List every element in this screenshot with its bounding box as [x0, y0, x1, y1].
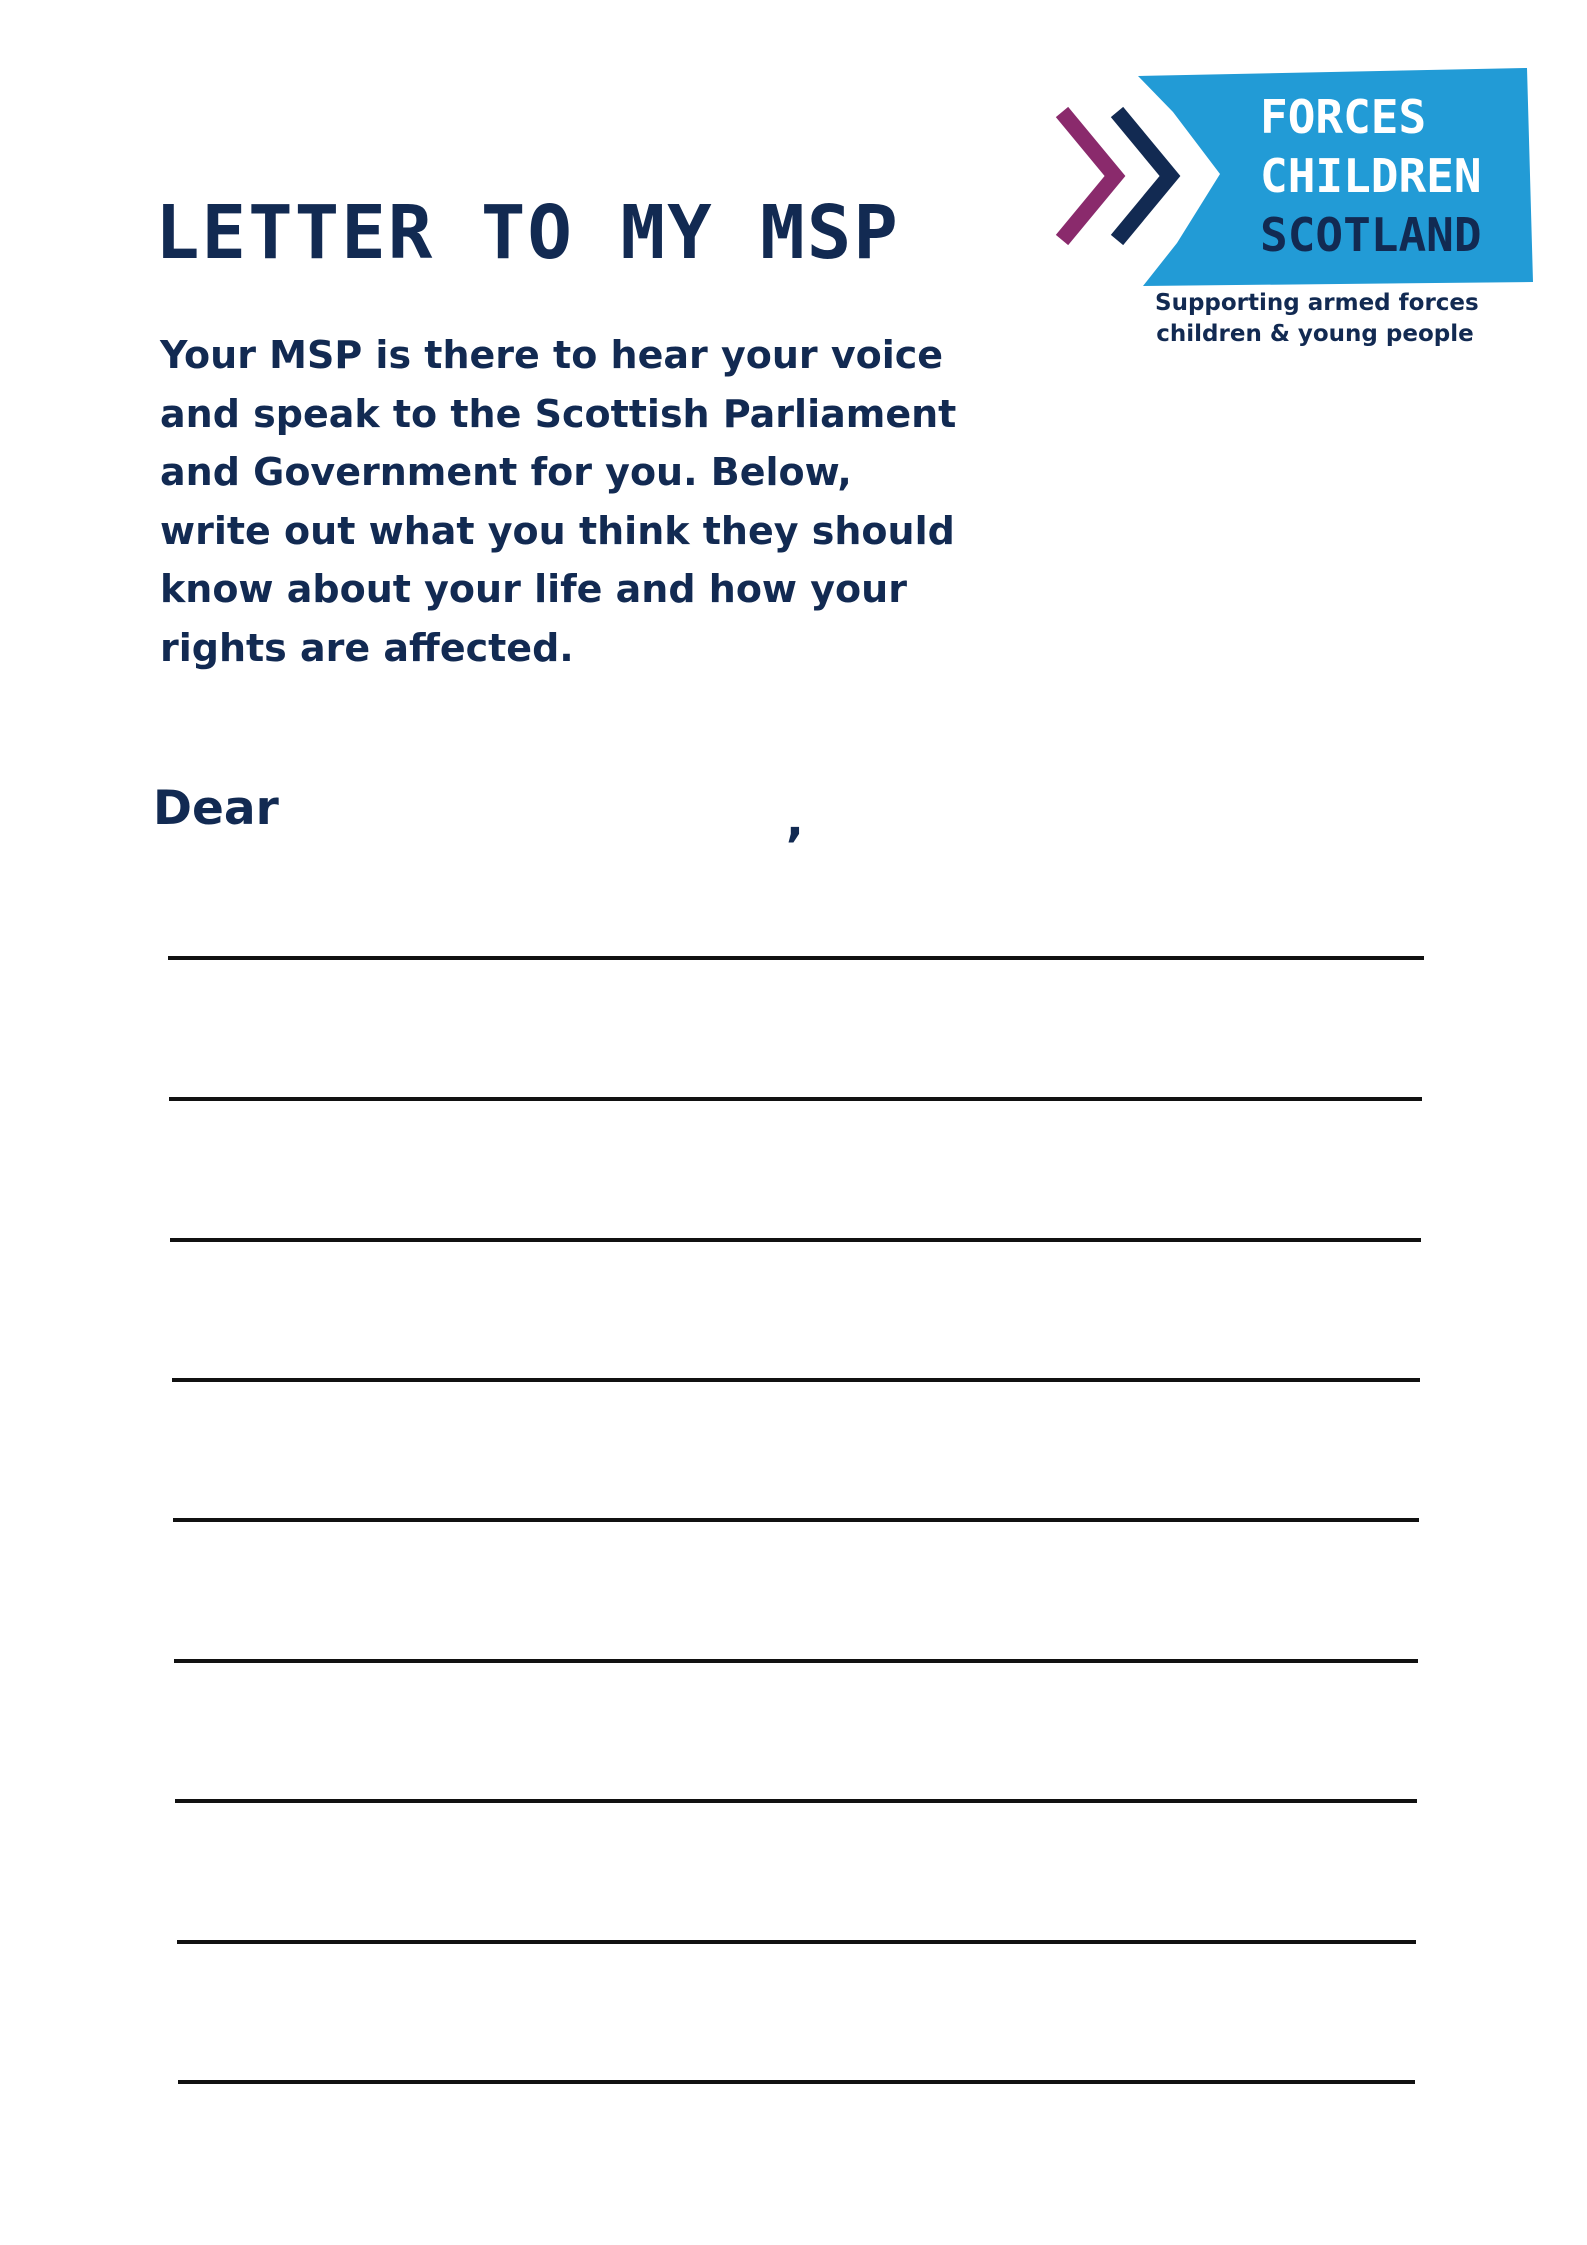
writing-line-3[interactable]: [170, 1238, 1421, 1242]
logo-tagline-line-1: Supporting armed forces: [1155, 290, 1479, 316]
forces-children-scotland-logo: [1055, 64, 1535, 364]
page-title: LETTER TO MY MSP: [155, 190, 900, 276]
intro-line: rights are affected.: [160, 625, 574, 670]
intro-line: know about your life and how your: [160, 567, 907, 611]
intro-line: and speak to the Scottish Parliament: [160, 391, 957, 436]
logo-chevron-outer: [1062, 112, 1115, 240]
writing-line-6[interactable]: [174, 1659, 1418, 1663]
writing-line-4[interactable]: [172, 1378, 1420, 1382]
writing-line-7[interactable]: [175, 1799, 1417, 1803]
writing-line-1[interactable]: [168, 956, 1424, 960]
writing-line-9[interactable]: [178, 2080, 1415, 2084]
writing-line-8[interactable]: [177, 1940, 1416, 1944]
logo-tagline-line-2: children & young people: [1156, 321, 1474, 347]
intro-paragraph: [160, 326, 960, 677]
logo-word-children: CHILDREN: [1260, 149, 1482, 203]
greeting-comma: ,: [786, 793, 804, 848]
intro-line: and Government for you. Below,: [160, 450, 852, 494]
greeting-salutation: Dear: [153, 781, 279, 836]
intro-line: Your MSP is there to hear your voice: [160, 333, 944, 377]
writing-line-5[interactable]: [173, 1518, 1419, 1522]
logo-word-forces: FORCES: [1260, 90, 1427, 144]
logo-word-scotland: SCOTLAND: [1260, 208, 1482, 262]
intro-line: write out what you think they should: [160, 508, 955, 553]
writing-line-2[interactable]: [169, 1097, 1422, 1101]
